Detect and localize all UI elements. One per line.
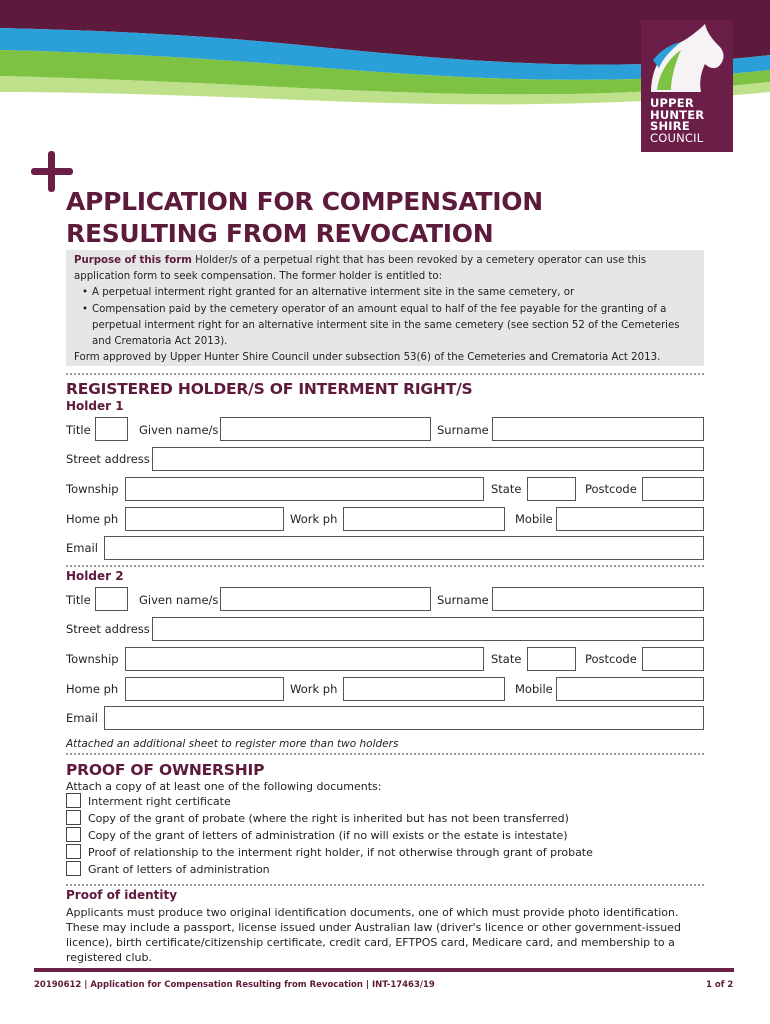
purpose-list [74,285,696,350]
work-phone-label: Work ph [290,512,338,526]
document-label: Interment right certificate [88,795,231,808]
holder1-work-phone-field[interactable] [343,507,505,531]
plus-icon-stem [48,151,55,192]
holder1-given-name-field[interactable] [220,417,431,441]
title-label: Title [66,593,91,607]
mobile-label: Mobile [515,512,553,526]
document-checkbox[interactable] [66,827,81,842]
holder1-mobile-field[interactable] [556,507,704,531]
holder2-state-field[interactable] [527,647,576,671]
email-label: Email [66,541,98,555]
logo-text [650,98,704,144]
holder2-given-name-field[interactable] [220,587,431,611]
logo-line: UPPER [650,96,694,110]
purpose-intro [74,253,696,285]
holder2-mobile-field[interactable] [556,677,704,701]
given-name-label: Given name/s [139,593,219,607]
home-phone-label: Home ph [66,512,119,526]
purpose-text: Holder/s of a perpetual right that has been revoked by a cemetery operator can use this application form to seek compensation. The former holder is entitled to: [74,255,647,283]
purpose-approval: Form approved by Upper Hunter Shire Council under subsection 53(6) of the Cemeteries and Crematoria Act 2013. [74,352,661,364]
holder2-surname-field[interactable] [492,587,704,611]
holder1-state-field[interactable] [527,477,576,501]
divider [66,373,704,375]
title-label: Title [66,423,91,437]
holder1-street-address-field[interactable] [152,447,704,471]
title-line-2: RESULTING FROM REVOCATION [66,219,494,248]
divider [66,753,704,755]
holder2-township-field[interactable] [125,647,484,671]
logo-line: COUNCIL [650,130,704,145]
street-address-label: Street address [66,452,150,466]
holder2-street-address-field[interactable] [152,617,704,641]
document-checkbox[interactable] [66,810,81,825]
purpose-box [66,250,704,366]
section-title-holders: REGISTERED HOLDER/S OF INTERMENT RIGHT/S [66,380,473,398]
page-number: 1 of 2 [706,980,734,990]
holder1-township-field[interactable] [125,477,484,501]
logo-line: HUNTER [650,107,705,122]
holder1-surname-field[interactable] [492,417,704,441]
holder2-work-phone-field[interactable] [343,677,505,701]
logo-line: SHIRE [650,119,690,133]
work-phone-label: Work ph [290,682,338,696]
postcode-label: Postcode [585,652,637,666]
proof-intro: Attach a copy of at least one of the following documents: [66,780,382,793]
township-label: Township [66,652,119,666]
holder2-title-field[interactable] [95,587,128,611]
additional-holders-note: Attached an additional sheet to register more than two holders [66,738,399,750]
surname-label: Surname [437,423,489,437]
document-checkbox[interactable] [66,844,81,859]
divider [66,565,704,567]
purpose-lead: Purpose of this form [74,255,192,266]
document-checkbox[interactable] [66,793,81,808]
holder1-postcode-field[interactable] [642,477,704,501]
document-label: Copy of the grant of probate (where the right is inherited but has not been transferred) [88,812,569,825]
page-title [66,186,543,250]
surname-label: Surname [437,593,489,607]
identity-title: Proof of identity [66,888,178,902]
holder2-postcode-field[interactable] [642,647,704,671]
identity-text: Applicants must produce two original identification documents, one of which must provide photo identification. These may include a passport, license issued under Australian law (driver's licence or other government-issued licence), birth certificate/citizenship certificate, credit card, EFTPOS card, Medicare card, and membership to a registered club. [66,906,681,964]
email-label: Email [66,711,98,725]
document-label: Proof of relationship to the interment right holder, if not otherwise through grant of probate [88,846,593,859]
document-label: Copy of the grant of letters of administration (if no will exists or the estate is intestate) [88,829,568,842]
footer-reference: 20190612 | Application for Compensation Resulting from Revocation | INT-17463/19 [34,980,435,990]
holder2-email-field[interactable] [104,706,704,730]
divider [66,884,704,886]
holder-1-title: Holder 1 [66,399,124,413]
horse-head-icon [641,20,733,100]
document-label: Grant of letters of administration [88,863,270,876]
holder2-home-phone-field[interactable] [125,677,284,701]
holder1-home-phone-field[interactable] [125,507,284,531]
holder1-title-field[interactable] [95,417,128,441]
title-line-1: APPLICATION FOR COMPENSATION [66,187,543,216]
state-label: State [491,652,522,666]
street-address-label: Street address [66,622,150,636]
home-phone-label: Home ph [66,682,119,696]
purpose-bullet: • A perpetual interment right granted for an alternative interment site in the same cemetery, or [84,285,696,301]
purpose-bullet: • Compensation paid by the cemetery operator of an amount equal to half of the fee payable for the granting of a perpetual interment right for an alternative interment site in the same cemetery (see section 52 of the Cemeteries and Crematoria Act 2013). [84,302,696,351]
given-name-label: Given name/s [139,423,219,437]
postcode-label: Postcode [585,482,637,496]
state-label: State [491,482,522,496]
holder-2-title: Holder 2 [66,569,124,583]
holder1-email-field[interactable] [104,536,704,560]
footer-rule [34,968,734,972]
mobile-label: Mobile [515,682,553,696]
document-checkbox[interactable] [66,861,81,876]
section-title-proof: PROOF OF OWNERSHIP [66,761,265,779]
township-label: Township [66,482,119,496]
